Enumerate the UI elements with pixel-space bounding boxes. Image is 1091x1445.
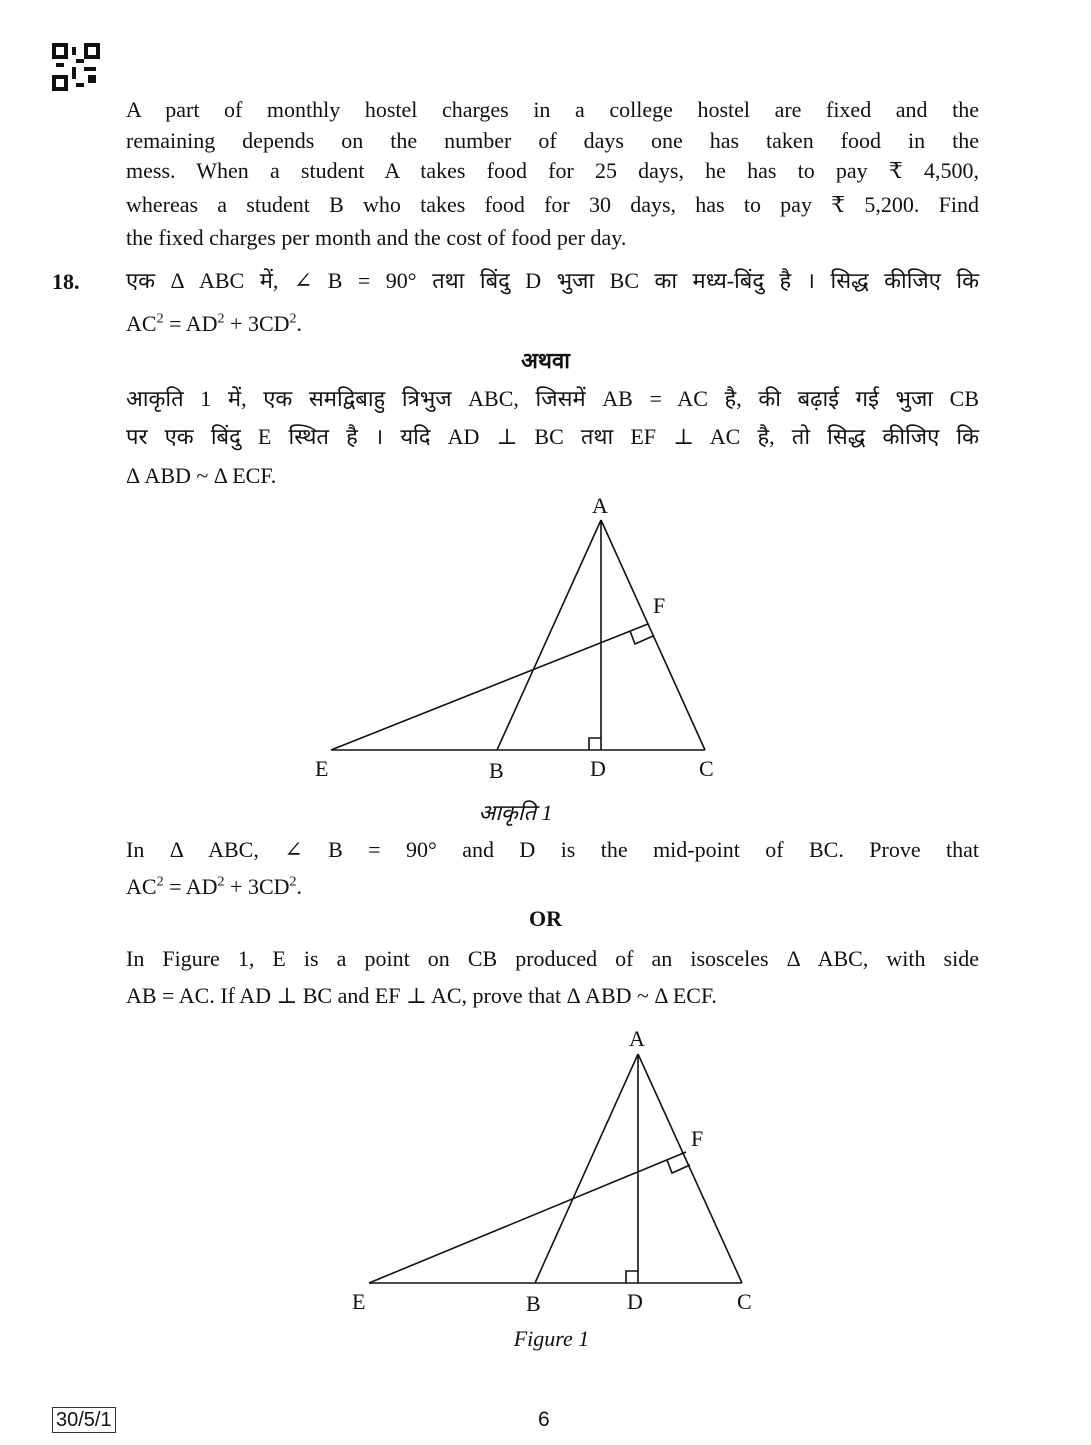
- label-b: B: [489, 758, 504, 783]
- hindi-figure-caption: आकृति 1: [478, 800, 553, 825]
- label-e: E: [315, 756, 329, 781]
- english-figure: [369, 1054, 742, 1283]
- label-a: A: [629, 1026, 645, 1051]
- label-f: F: [653, 593, 666, 618]
- hindi-question-line: एक Δ ABC में, ∠ B = 90° तथा बिंदु D भुजा BC का मध्य-बिंदु है । सिद्ध कीजिए कि: [126, 268, 979, 293]
- right-angle-f: [630, 631, 653, 644]
- hindi-or-heading: अथवा: [521, 348, 570, 373]
- line-ac: [601, 520, 705, 750]
- right-angle-d: [589, 738, 601, 750]
- english-figure-caption: Figure 1: [513, 1326, 590, 1351]
- label-c: C: [699, 756, 714, 781]
- question-text-line: A part of monthly hostel charges in a college hostel are fixed and the: [126, 97, 979, 122]
- english-alt-line: In Figure 1, E is a point on CB produced of an isosceles Δ ABC, with side: [126, 946, 979, 971]
- english-alt-line: AB = AC. If AD ⊥ BC and EF ⊥ AC, prove that Δ ABD ~ Δ ECF.: [126, 983, 717, 1008]
- label-b: B: [526, 1291, 541, 1316]
- hindi-alt-line: पर एक बिंदु E स्थित है । यदि AD ⊥ BC तथा EF ⊥ AC है, तो सिद्ध कीजिए कि: [126, 424, 979, 449]
- question-number: 18.: [52, 269, 80, 294]
- paper-code: 30/5/1: [52, 1407, 116, 1433]
- english-question-line: In Δ ABC, ∠ B = 90° and D is the mid-point of BC. Prove that: [126, 837, 979, 862]
- label-c: C: [737, 1289, 752, 1314]
- english-equation: $AC^2 = AD^2 + 3CD^2$.: [126, 874, 302, 899]
- label-a: A: [592, 493, 608, 518]
- label-f: F: [691, 1126, 704, 1151]
- label-d: D: [627, 1289, 643, 1314]
- question-text-line: remaining depends on the number of days one has taken food in the: [126, 128, 979, 153]
- hindi-alt-line: Δ ABD ~ Δ ECF.: [126, 463, 277, 488]
- question-text-line: the fixed charges per month and the cost of food per day.: [126, 225, 627, 250]
- hindi-alt-line: आकृति 1 में, एक समद्विबाहु त्रिभुज ABC, जिसमें AB = AC है, की बढ़ाई गई भुजा CB: [126, 386, 979, 411]
- label-d: D: [590, 756, 606, 781]
- question-text-line: mess. When a student A takes food for 25 days, he has to pay ₹ 4,500,: [126, 158, 979, 183]
- label-e: E: [352, 1289, 366, 1314]
- page-number: 6: [538, 1408, 550, 1431]
- hindi-figure: [331, 520, 705, 750]
- line-ab: [497, 520, 601, 750]
- question-text-line: whereas a student B who takes food for 30 days, has to pay ₹ 5,200. Find: [126, 192, 979, 217]
- english-or-heading: OR: [529, 906, 562, 931]
- hindi-equation: $AC^2 = AD^2 + 3CD^2$.: [126, 311, 302, 336]
